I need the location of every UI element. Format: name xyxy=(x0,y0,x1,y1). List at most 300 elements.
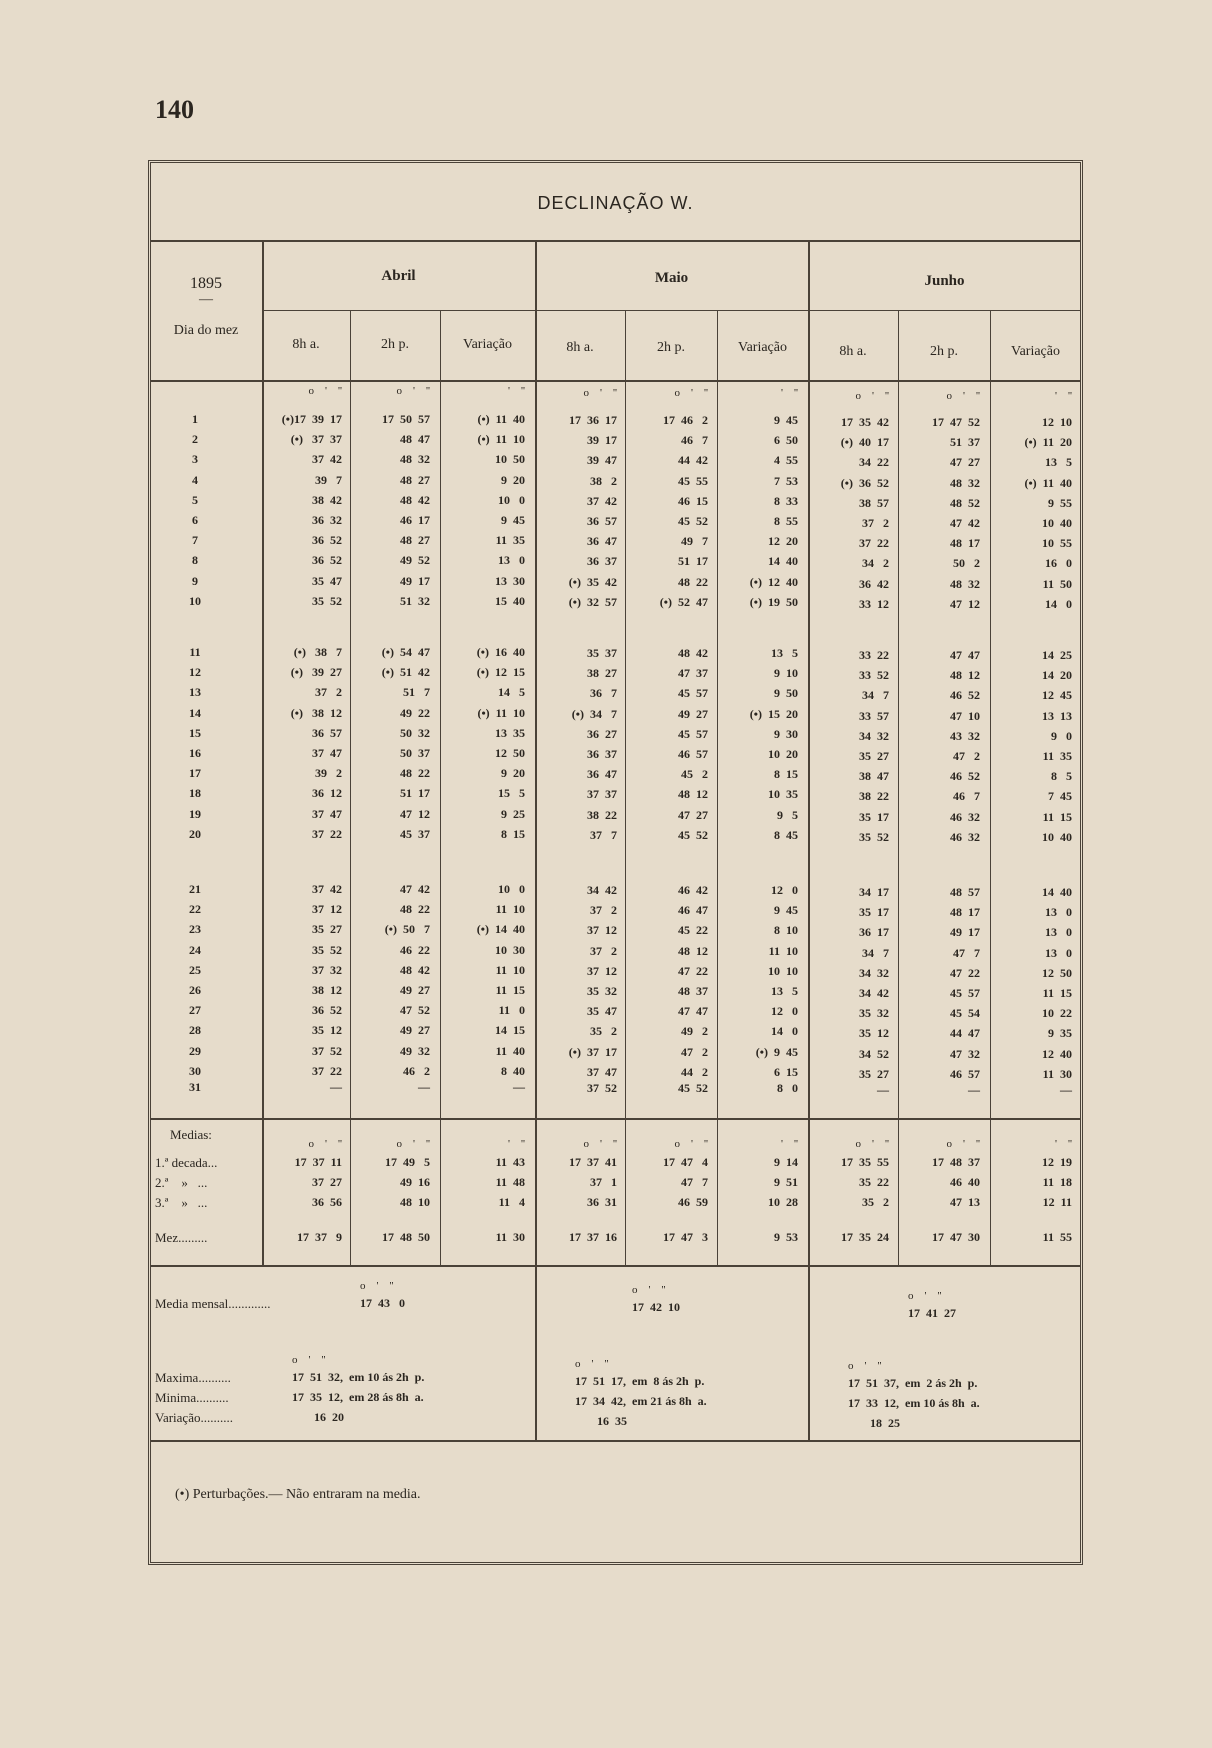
table-cell: (•) 11 40 xyxy=(1024,475,1072,490)
table-cell: 48 37 xyxy=(678,984,708,998)
table-cell: 36 42 xyxy=(859,576,889,591)
table-cell: 34 42 xyxy=(587,883,617,897)
table-cell: 47 12 xyxy=(950,596,980,611)
divider xyxy=(150,1118,1081,1120)
unit-label: o ' '' xyxy=(674,1138,708,1150)
table-cell: 38 22 xyxy=(859,789,889,804)
table-cell: 48 42 xyxy=(400,492,430,507)
unit-label: o ' '' xyxy=(674,387,708,399)
table-cell: 10 35 xyxy=(768,787,798,802)
table-cell: 11 15 xyxy=(1042,809,1072,824)
table-cell: 34 22 xyxy=(859,455,889,470)
table-cell: 35 52 xyxy=(312,942,342,957)
table-cell: 14 40 xyxy=(1042,885,1072,899)
table-cell: 38 57 xyxy=(859,495,889,510)
table-cell: 35 27 xyxy=(859,1066,889,1081)
table-cell: 43 32 xyxy=(950,728,980,743)
table-cell: 11 30 xyxy=(1042,1066,1072,1081)
table-cell: (•) 32 57 xyxy=(568,594,617,609)
decada-label: 2.ª » ... xyxy=(155,1175,208,1190)
mez-label: Mez......... xyxy=(155,1230,208,1245)
table-cell: — xyxy=(877,1083,889,1097)
table-cell: 46 32 xyxy=(950,809,980,824)
day-number: 26 xyxy=(189,983,201,997)
table-cell: 35 17 xyxy=(859,809,889,824)
table-cell: (•) 54 47 xyxy=(381,645,430,659)
table-cell: (•) 36 52 xyxy=(840,475,889,490)
media-cell: 46 59 xyxy=(678,1195,708,1209)
table-cell: 34 32 xyxy=(859,728,889,743)
unit-label: o ' '' xyxy=(308,385,342,397)
table-cell: 10 40 xyxy=(1042,516,1072,530)
table-cell: 37 2 xyxy=(862,516,889,530)
media-cell: 10 28 xyxy=(768,1195,798,1209)
table-cell: 36 37 xyxy=(587,554,617,569)
media-cell: 9 51 xyxy=(774,1175,798,1189)
media-cell: 12 19 xyxy=(1042,1155,1072,1169)
day-number: 14 xyxy=(189,705,201,720)
table-cell: 37 52 xyxy=(312,1043,342,1058)
table-cell: 48 27 xyxy=(400,472,430,487)
table-cell: 14 25 xyxy=(1042,648,1072,662)
extreme-label: Minima.......... xyxy=(155,1390,229,1405)
table-cell: 51 32 xyxy=(400,593,430,608)
footnote: (•) Perturbações.— Não entraram na media. xyxy=(175,1487,421,1502)
decada-label: 1.ª decada... xyxy=(155,1155,218,1170)
unit-label: ' '' xyxy=(1055,390,1072,402)
table-cell: 10 0 xyxy=(498,492,525,507)
table-cell: 48 22 xyxy=(400,766,430,781)
sub-header-variacao: Variação xyxy=(1011,344,1060,359)
day-number: 21 xyxy=(189,882,201,896)
day-number: 8 xyxy=(192,553,198,568)
table-cell: 37 22 xyxy=(312,1063,342,1078)
table-cell: 45 2 xyxy=(681,767,708,782)
table-cell: 9 55 xyxy=(1048,495,1072,510)
day-number: 25 xyxy=(189,962,201,977)
table-cell: 36 7 xyxy=(590,686,617,701)
table-cell: 38 42 xyxy=(312,492,342,507)
table-cell: 48 17 xyxy=(950,905,980,920)
divider xyxy=(150,1265,1081,1267)
unit-label: o ' '' xyxy=(632,1284,666,1296)
month-header-abril: Abril xyxy=(381,268,416,284)
table-cell: 47 47 xyxy=(950,648,980,662)
day-number: 15 xyxy=(189,725,201,740)
sub-header-8a: 8h a. xyxy=(292,337,320,352)
table-cell: (•) 11 10 xyxy=(477,705,525,720)
table-cell: 34 42 xyxy=(859,986,889,1000)
table-cell: 12 40 xyxy=(1042,1046,1072,1061)
table-cell: 17 50 57 xyxy=(382,412,430,426)
month-header-junho: Junho xyxy=(924,273,965,289)
table-cell: 37 42 xyxy=(312,882,342,896)
table-cell: 9 5 xyxy=(777,807,798,822)
table-cell: 9 20 xyxy=(501,472,525,487)
mez-cell: 9 53 xyxy=(774,1230,798,1244)
table-cell: 10 10 xyxy=(768,963,798,978)
media-mensal-value: 17 42 10 xyxy=(632,1300,680,1314)
table-cell: 36 32 xyxy=(312,513,342,527)
table-cell: 37 7 xyxy=(590,827,617,842)
table-cell: 12 50 xyxy=(1042,965,1072,980)
table-cell: 36 37 xyxy=(587,747,617,761)
table-cell: 33 52 xyxy=(859,668,889,683)
mez-cell: 17 35 24 xyxy=(841,1230,889,1244)
table-cell: 35 47 xyxy=(587,1004,617,1019)
table-cell: 49 17 xyxy=(400,573,430,588)
table-cell: 8 33 xyxy=(774,493,798,508)
year-label: 1895 xyxy=(190,275,222,292)
table-cell: 37 12 xyxy=(312,902,342,917)
day-number: 18 xyxy=(189,786,201,801)
table-cell: 48 42 xyxy=(678,646,708,660)
table-cell: 35 27 xyxy=(859,749,889,763)
table-cell: 49 27 xyxy=(400,983,430,997)
media-cell: 17 48 37 xyxy=(932,1155,980,1169)
table-cell: 17 47 52 xyxy=(932,415,980,429)
day-number: 7 xyxy=(192,533,198,548)
table-cell: 11 10 xyxy=(768,943,798,958)
table-cell: 10 40 xyxy=(1042,829,1072,844)
table-cell: 36 17 xyxy=(859,925,889,940)
table-cell: 48 47 xyxy=(400,432,430,447)
table-cell: 45 52 xyxy=(678,827,708,842)
day-number: 30 xyxy=(189,1063,201,1078)
table-cell: 8 10 xyxy=(774,923,798,938)
day-number: 16 xyxy=(189,746,201,760)
table-cell: 13 0 xyxy=(1045,925,1072,940)
table-cell: 6 15 xyxy=(774,1064,798,1079)
table-cell: — xyxy=(513,1080,525,1094)
table-cell: 11 15 xyxy=(495,983,525,997)
table-cell: 38 27 xyxy=(587,666,617,681)
divider xyxy=(990,310,991,1265)
table-cell: 13 5 xyxy=(771,984,798,998)
table-cell: 47 2 xyxy=(953,749,980,763)
media-cell: 11 18 xyxy=(1042,1175,1072,1189)
table-cell: 38 12 xyxy=(312,983,342,997)
extreme-value: 17 33 12, em 10 ás 8h a. xyxy=(848,1396,980,1410)
media-cell: 9 14 xyxy=(774,1155,798,1169)
table-cell: 47 2 xyxy=(681,1044,708,1059)
table-cell: — xyxy=(330,1080,342,1094)
table-cell: 51 37 xyxy=(950,435,980,450)
table-cell: (•) 11 40 xyxy=(477,412,525,426)
table-cell: (•) 34 7 xyxy=(571,706,617,721)
table-cell: (•) 40 17 xyxy=(840,435,889,450)
table-cell: 35 17 xyxy=(859,905,889,920)
table-cell: 48 12 xyxy=(678,943,708,958)
table-title: DECLINAÇÃO W. xyxy=(537,193,694,213)
table-cell: 12 45 xyxy=(1042,688,1072,703)
mez-cell: 17 37 9 xyxy=(297,1230,342,1244)
table-cell: 48 32 xyxy=(950,475,980,490)
media-cell: 17 37 41 xyxy=(569,1155,617,1169)
table-cell: 49 27 xyxy=(678,706,708,721)
table-cell: 46 15 xyxy=(678,493,708,508)
table-cell: 47 27 xyxy=(678,807,708,822)
table-cell: 15 5 xyxy=(498,786,525,801)
table-cell: 48 32 xyxy=(950,576,980,591)
table-cell: 37 37 xyxy=(587,787,617,802)
table-cell: (•) 12 40 xyxy=(749,574,798,589)
table-cell: 45 55 xyxy=(678,473,708,488)
table-cell: 34 32 xyxy=(859,965,889,980)
table-cell: 9 10 xyxy=(774,666,798,681)
table-cell: 36 52 xyxy=(312,1003,342,1018)
media-cell: 17 49 5 xyxy=(385,1155,430,1169)
table-cell: 48 22 xyxy=(678,574,708,589)
table-cell: 37 2 xyxy=(590,903,617,918)
divider xyxy=(150,1440,1081,1442)
table-cell: 12 20 xyxy=(768,534,798,549)
table-cell: 14 0 xyxy=(1045,596,1072,611)
table-cell: 39 17 xyxy=(587,433,617,448)
table-cell: 35 32 xyxy=(859,1006,889,1021)
table-cell: 36 52 xyxy=(312,553,342,568)
table-cell: 48 52 xyxy=(950,495,980,510)
table-cell: 9 0 xyxy=(1051,728,1072,743)
table-cell: 45 52 xyxy=(678,514,708,528)
table-cell: 37 42 xyxy=(312,452,342,467)
sub-header-2p: 2h p. xyxy=(657,340,685,355)
extreme-value: 17 51 17, em 8 ás 2h p. xyxy=(575,1374,705,1388)
table-cell: 13 5 xyxy=(771,646,798,660)
unit-label: ' '' xyxy=(508,1138,525,1150)
table-cell: 7 45 xyxy=(1048,789,1072,804)
table-cell: 44 2 xyxy=(681,1064,708,1079)
table-cell: 35 2 xyxy=(590,1024,617,1039)
media-cell: 47 7 xyxy=(681,1175,708,1189)
media-cell: 12 11 xyxy=(1042,1195,1072,1209)
table-cell: (•)17 39 17 xyxy=(281,412,342,426)
table-cell: 46 42 xyxy=(678,883,708,897)
table-cell: 36 57 xyxy=(312,725,342,740)
table-cell: (•) 39 27 xyxy=(290,665,342,680)
table-cell: 46 22 xyxy=(400,942,430,957)
media-mensal-value: 17 43 0 xyxy=(360,1296,405,1310)
table-cell: (•) 19 50 xyxy=(749,594,798,609)
table-cell: 49 22 xyxy=(400,705,430,720)
table-cell: 37 52 xyxy=(587,1081,617,1095)
table-cell: (•) 52 47 xyxy=(659,594,708,609)
table-cell: (•) 51 42 xyxy=(381,665,430,680)
table-cell: (•) 35 42 xyxy=(568,574,617,589)
media-cell: 37 27 xyxy=(312,1175,342,1189)
table-cell: 33 22 xyxy=(859,648,889,662)
table-cell: 9 25 xyxy=(501,806,525,821)
table-cell: 10 55 xyxy=(1042,536,1072,551)
day-number: 13 xyxy=(189,685,201,700)
day-number: 17 xyxy=(189,766,201,781)
media-cell: 37 1 xyxy=(590,1175,617,1189)
media-cell: 36 31 xyxy=(587,1195,617,1209)
table-cell: 37 12 xyxy=(587,923,617,938)
table-cell: 46 52 xyxy=(950,688,980,703)
table-cell: 39 47 xyxy=(587,453,617,468)
table-cell: 46 47 xyxy=(678,903,708,918)
extreme-label: Maxima.......... xyxy=(155,1370,231,1385)
table-cell: (•) 38 12 xyxy=(290,705,342,720)
table-cell: (•) 9 45 xyxy=(755,1044,798,1059)
divider xyxy=(898,310,899,1265)
table-cell: 9 20 xyxy=(501,766,525,781)
extreme-value: 16 20 xyxy=(314,1410,344,1424)
table-cell: 44 47 xyxy=(950,1026,980,1041)
table-cell: 14 15 xyxy=(495,1023,525,1038)
table-cell: — xyxy=(968,1083,980,1097)
divider xyxy=(150,240,1081,242)
month-header-maio: Maio xyxy=(654,270,689,286)
table-cell: 46 32 xyxy=(950,829,980,844)
extreme-value: 18 25 xyxy=(870,1416,900,1430)
unit-label: o ' '' xyxy=(396,1138,430,1150)
table-cell: 46 7 xyxy=(953,789,980,804)
unit-label: o ' '' xyxy=(583,1138,617,1150)
table-cell: 36 27 xyxy=(587,726,617,741)
extreme-value: 17 51 32, em 10 ás 2h p. xyxy=(292,1370,425,1384)
table-cell: — xyxy=(418,1080,430,1094)
table-cell: 13 0 xyxy=(1045,905,1072,920)
table-cell: 48 27 xyxy=(400,533,430,548)
table-cell: 13 13 xyxy=(1042,708,1072,723)
table-cell: 12 10 xyxy=(1042,415,1072,429)
table-cell: 45 57 xyxy=(950,986,980,1000)
table-cell: 38 47 xyxy=(859,769,889,784)
table-cell: 9 35 xyxy=(1048,1026,1072,1041)
table-cell: 45 57 xyxy=(678,686,708,701)
table-cell: 17 46 2 xyxy=(663,413,708,427)
table-cell: 47 32 xyxy=(950,1046,980,1061)
unit-label: o ' '' xyxy=(946,390,980,402)
table-cell: 50 37 xyxy=(400,746,430,760)
table-cell: 11 50 xyxy=(1042,576,1072,591)
table-cell: 37 47 xyxy=(312,806,342,821)
table-cell: 37 22 xyxy=(859,536,889,551)
table-cell: 49 17 xyxy=(950,925,980,940)
table-cell: 13 35 xyxy=(495,725,525,740)
sub-header-8a: 8h a. xyxy=(566,340,594,355)
table-cell: 17 36 17 xyxy=(569,413,617,427)
table-cell: 47 22 xyxy=(950,965,980,980)
table-cell: 8 5 xyxy=(1051,769,1072,784)
table-cell: 46 57 xyxy=(678,747,708,761)
table-cell: 47 42 xyxy=(400,882,430,896)
day-number: 19 xyxy=(189,806,201,821)
day-number: 24 xyxy=(189,942,201,957)
table-cell: 51 17 xyxy=(678,554,708,569)
unit-label: ' '' xyxy=(1055,1138,1072,1150)
mez-cell: 11 30 xyxy=(495,1230,525,1244)
table-cell: 17 35 42 xyxy=(841,415,889,429)
day-number: 29 xyxy=(189,1043,201,1058)
media-mensal-label: Media mensal............. xyxy=(155,1296,271,1311)
table-cell: 11 35 xyxy=(495,533,525,548)
table-cell: 50 32 xyxy=(400,725,430,740)
table-cell: 34 7 xyxy=(862,688,889,703)
table-cell: 48 32 xyxy=(400,452,430,467)
table-cell: 46 2 xyxy=(403,1063,430,1078)
table-cell: 13 0 xyxy=(498,553,525,568)
divider xyxy=(150,380,1081,382)
table-cell: (•) 37 37 xyxy=(290,432,342,447)
table-cell: 46 52 xyxy=(950,769,980,784)
table-cell: 46 7 xyxy=(681,433,708,448)
unit-label: o ' '' xyxy=(292,1354,326,1366)
extreme-value: 17 35 12, em 28 ás 8h a. xyxy=(292,1390,424,1404)
media-cell: 11 48 xyxy=(495,1175,525,1189)
table-cell: (•) 16 40 xyxy=(476,645,525,659)
table-cell: 47 52 xyxy=(400,1003,430,1018)
mez-cell: 17 48 50 xyxy=(382,1230,430,1244)
table-cell: 35 12 xyxy=(859,1026,889,1041)
mez-cell: 17 47 3 xyxy=(663,1230,708,1244)
table-cell: 49 32 xyxy=(400,1043,430,1058)
day-number: 12 xyxy=(189,665,201,680)
extreme-label: Variação.......... xyxy=(155,1410,233,1425)
table-cell: (•) 14 40 xyxy=(476,922,525,937)
table-cell: 35 27 xyxy=(312,922,342,937)
table-cell: 37 22 xyxy=(312,826,342,841)
table-cell: 36 12 xyxy=(312,786,342,801)
table-cell: 44 42 xyxy=(678,453,708,468)
sub-header-variacao: Variação xyxy=(463,337,512,352)
media-cell: 47 13 xyxy=(950,1195,980,1209)
media-cell: 35 2 xyxy=(862,1195,889,1209)
mez-cell: 17 37 16 xyxy=(569,1230,617,1244)
table-cell: 37 2 xyxy=(315,685,342,700)
table-cell: 36 52 xyxy=(312,533,342,548)
unit-label: o ' '' xyxy=(308,1138,342,1150)
unit-label: ' '' xyxy=(508,385,525,397)
table-cell: 10 0 xyxy=(498,882,525,896)
divider xyxy=(262,310,1081,311)
table-cell: 39 2 xyxy=(315,766,342,781)
table-cell: 12 0 xyxy=(771,883,798,897)
table-cell: 11 35 xyxy=(1042,749,1072,763)
table-cell: 45 22 xyxy=(678,923,708,938)
table-cell: (•) 50 7 xyxy=(384,922,430,937)
unit-label: o ' '' xyxy=(848,1360,882,1372)
table-cell: 16 0 xyxy=(1045,556,1072,571)
table-cell: 47 22 xyxy=(678,963,708,978)
extreme-value: 17 51 37, em 2 ás 2h p. xyxy=(848,1376,978,1390)
table-cell: 7 53 xyxy=(774,473,798,488)
day-number: 1 xyxy=(192,412,198,426)
table-cell: 49 7 xyxy=(681,534,708,549)
table-cell: 47 47 xyxy=(678,1004,708,1019)
unit-label: o ' '' xyxy=(360,1280,394,1292)
media-cell: 17 35 55 xyxy=(841,1155,889,1169)
table-cell: 13 5 xyxy=(1045,455,1072,470)
table-cell: 48 22 xyxy=(400,902,430,917)
table-cell: 33 57 xyxy=(859,708,889,723)
table-cell: 8 15 xyxy=(501,826,525,841)
table-cell: 8 45 xyxy=(774,827,798,842)
table-cell: 47 7 xyxy=(953,945,980,960)
table-cell: 36 47 xyxy=(587,534,617,549)
day-number: 10 xyxy=(189,593,201,608)
table-cell: (•) 12 15 xyxy=(476,665,525,680)
table-cell: 11 0 xyxy=(498,1003,525,1018)
table-cell: 6 50 xyxy=(774,433,798,448)
unit-label: o ' '' xyxy=(855,1138,889,1150)
dash-mark: — xyxy=(199,292,213,307)
table-cell: 48 12 xyxy=(678,787,708,802)
table-cell: 37 47 xyxy=(312,746,342,760)
table-cell: 47 27 xyxy=(950,455,980,470)
